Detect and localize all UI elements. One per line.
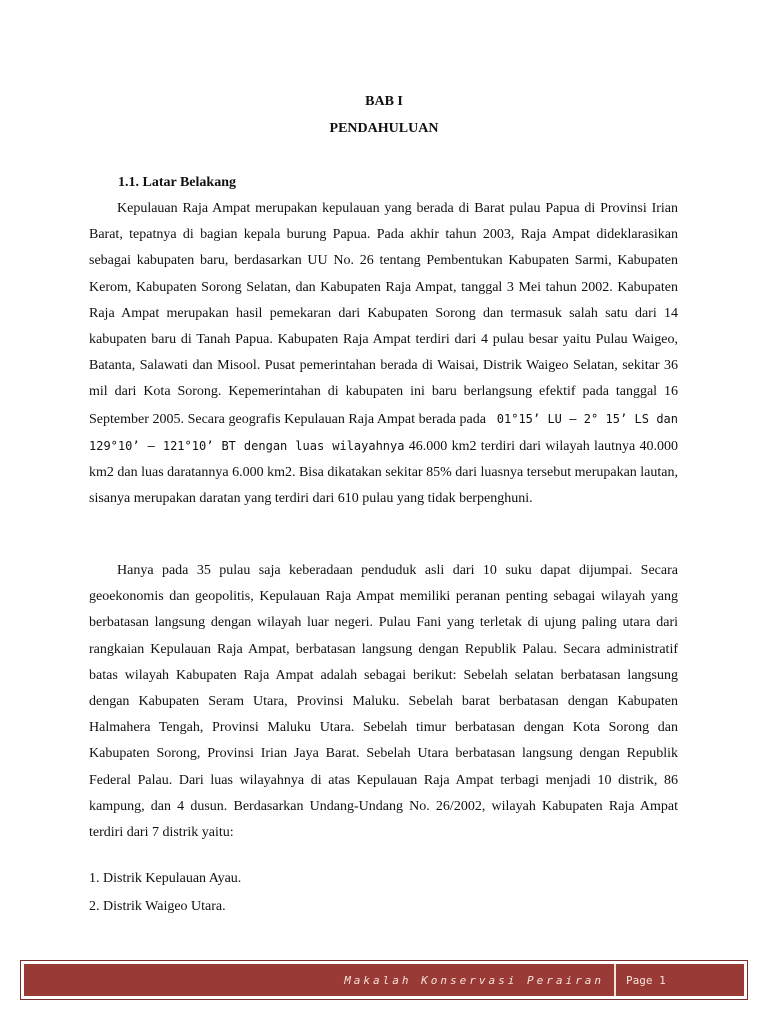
paragraph-latar-belakang-1	[89, 196, 678, 512]
paragraph-1-text-a: Kepulauan Raja Ampat merupakan kepulauan yang berada di Barat pulau Papua di Provinsi Irian Barat, tepatnya di bagian kepala burung Papua. Pada akhir tahun 2003, Raja Ampat dideklarasikan sebagai kabupaten baru, berdasarkan UU No. 26 tentang Pembentukan Kabupaten Sarmi, Kabupaten Kerom, Kabupaten Sorong Selatan, dan Kabupaten Raja Ampat, tanggal 3 Mei tahun 2002. Kabupaten Raja Ampat merupakan hasil pemekaran dari Kabupaten Sorong dan termasuk salah satu dari 14 kabupaten baru di Tanah Papua. Kabupaten Raja Ampat terdiri dari 4 pulau besar yaitu Pulau Waigeo, Batanta, Salawati dan Misool. Pusat pemerintahan berada di Waisai, Distrik Waigeo Selatan, sekitar 36 mil dari Kota Sorong. Kepemerintahan di kabupaten ini baru berlangsung efektif pada tanggal 16 September 2005. Secara geografis Kepulauan Raja Ampat berada pada	[89, 201, 678, 427]
chapter-title: PENDAHULUAN	[329, 121, 439, 136]
district-list	[89, 865, 241, 921]
page-number: Page 1	[626, 973, 666, 987]
paragraph-1-text-b: 46.000 km2 terdiri dari wilayah lautnya 40.000 km2 dan luas daratannya 6.000 km2. Bisa dikatakan sekitar 85% dari luasnya tersebut merupakan lautan, sisanya merupakan daratan yang terdiri dari 610 pulau yang tidak berpenghuni.	[89, 438, 679, 507]
section-heading: 1.1. Latar Belakang	[118, 175, 236, 190]
coordinates-text: 01°15’ LU – 2° 15’ LS dan 129°10’ – 121°10’ BT dengan luas wilayahnya	[89, 411, 678, 453]
page-footer	[20, 960, 748, 1000]
footer-title: Makalah Konservasi Perairan	[344, 973, 604, 987]
paragraph-latar-belakang-2: Hanya pada 35 pulau saja keberadaan penduduk asli dari 10 suku dapat dijumpai. Secara geoekonomis dan geopolitis, Kepulauan Raja Ampat memiliki peranan penting sebagai wilayah yang berbatasan langsung dengan wilayah luar negeri. Pulau Fani yang terletak di ujung paling utara dari rangkaian Kepulauan Raja Ampat, berbatasan langsung dengan Republik Palau. Secara administratif batas wilayah Kabupaten Raja Ampat adalah sebagai berikut: Sebelah selatan berbatasan langsung dengan Kabupaten Seram Utara, Provinsi Maluku. Sebelah barat berbatasan dengan Kabupaten Halmahera Tengah, Provinsi Maluku Utara. Sebelah timur berbatasan dengan Kota Sorong dan Kabupaten Sorong, Provinsi Irian Jaya Barat. Sebelah Utara berbatasan langsung dengan Republik Federal Palau. Dari luas wilayahnya di atas Kepulauan Raja Ampat terbagi menjadi 10 distrik, 86 kampung, dan 4 dusun. Berdasarkan Undang-Undang No. 26/2002, wilayah Kabupaten Raja Ampat terdiri dari 7 distrik yaitu:	[89, 563, 678, 841]
chapter-number: BAB I	[365, 94, 403, 109]
list-item: 2. Distrik Waigeo Utara.	[89, 899, 226, 914]
footer-band	[24, 964, 744, 996]
list-item: 1. Distrik Kepulauan Ayau.	[89, 871, 242, 886]
